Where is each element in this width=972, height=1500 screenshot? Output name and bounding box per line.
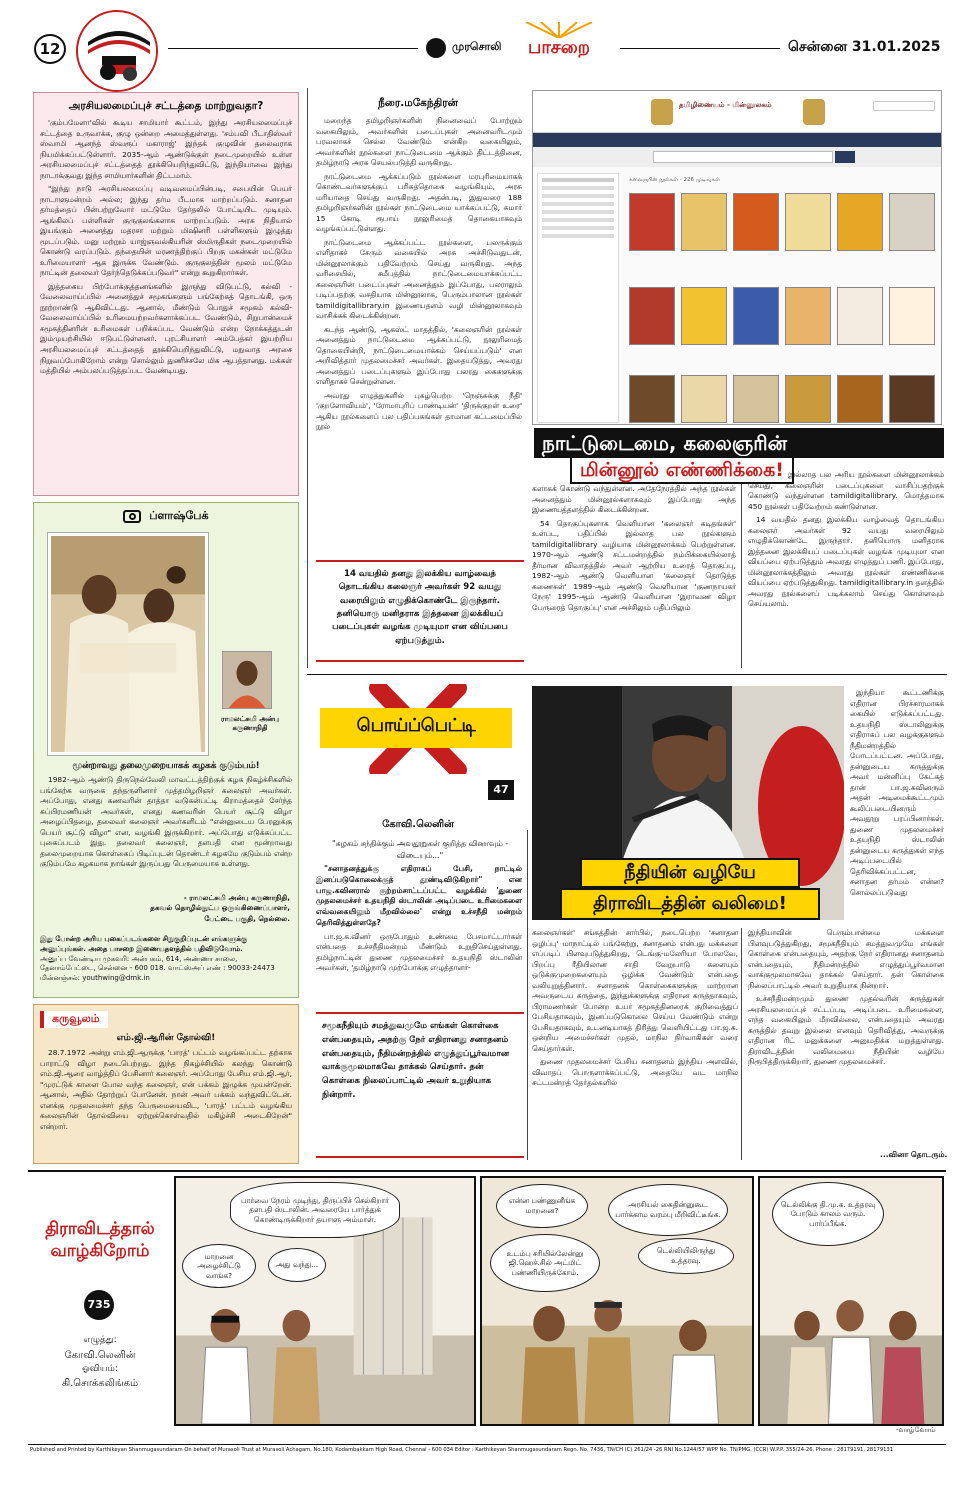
editorial-box	[33, 92, 299, 496]
flashback-title: ப்ளாஷ்பேக்	[149, 509, 209, 522]
article-author: நீரை.மகேந்திரன்	[378, 97, 458, 109]
comic-bubble-7: டெல்லியிலிருந்து உத்தரவு.	[638, 1238, 734, 1274]
library-website-screenshot	[532, 90, 942, 425]
article-body-mid: களாகக் கொண்டு வந்துள்ளன. அதேநேரத்தில் அந்த நூல்கள் அனைத்தும் மின்னூல்களாகவும் இப்போது அந்த இணையத்தளத்தில் கிடைக்கின்றன. 54 தொகுப்புகளாக வெளியான 'கலைஞர் கடிதங்கள்' உள்பட, பதிப்பில் இல்லாத பல நூல்களும் tamildigitallibrary வழியாக மின்னூலாக்கம் பெற்றுள்ளன. 1970-ஆம் ஆண்டு சட்டமன்றத்தில் நம்பிக்கையில்லாத் தீர்மான விவாதத்தில் அவர் ஆற்றிய உரைத் தொகுப்பு, 1982-ஆம் ஆண்டு வெளியான 'கலைஞர் தொடுத்த கணைகள்' 1989-ஆம் ஆண்டு வெளியான 'குணநாயகர் நேரு' 1995-ஆம் ஆண்டு வெளியான 'இராவண விழா பேருரைத் தொகுப்பு' என அச்சிலும் பதிப்பிலும்	[532, 484, 736, 612]
comic-strip	[30, 1176, 944, 1434]
comic-narration-1: பார்வை நேரம் முடிந்து, திருப்பிச் செல்கிறார் தளபதி ஸ்டாலின். அவரையே பார்த்துக் கொண்டிருக்கிறார் தயாளு அம்மாள்.	[230, 1182, 400, 1238]
flashback-note: இது போன்ற அரிய புகைப்படங்களை சிறுகுறிப்புடன் எங்களுக்கு அனுப்புங்கள். அதை பாசறை இணையதளத்தில் பதிவிடுவோம். அனுப்ப வேண்டிய முகவரி: அன்பகம், 614, அண்ணா சாலை, தேனாம்பேட்டை, சென்னை - 600 018. வாட்ஸ்அப் எண் : 90033-24473 மின்னஞ்சல்: youthwing@dmk.in	[40, 935, 275, 983]
flashback-body: 1982-ஆம் ஆண்டு திருநெல்வேலி மாவட்டத்திற்குக் கழக நிகழ்ச்சிகளில் பங்கேற்க வருகை தந்தருளினார் முத்தமிழறிஞர் கலைஞர் அவர்கள். அப்போது, எனது கணவரின் தாத்தா வடுகன்பட்டி கிராமத்தைச் சேர்ந்த சுப்பிரமணியன் அவர்கள், எனது கணவரின் பெயர் சூட்டு விழா அழைப்பிதழை, தலைவர் கலைஞர் அவர்களிடம் "என்னுடைய பேரனுக்கு பெயர் சூட்டு விழா" என, வழங்கி இருக்கிறார். அப்போது எடுக்கப்பட்ட புகைப்படம் இது. தலைவர் கலைஞர், தளபதி என மூன்றாவது தலைமுறையாக கொள்கைப் பிடிப்புடன் தொண்டர் கழகமே குடும்பம் என்ற குடும்பமே கழகமாக நாங்கள் இருப்பது பெருமையாக உள்ளது.	[40, 775, 292, 869]
karuvoolam-title: கருவூலம்	[40, 1011, 108, 1028]
comic-bubble-4: என்ன பண்ணுனீங்க மாறனை?	[496, 1184, 588, 1228]
poippetti-body: "சனாதனத்துக்கு எதிராகப் பேசி, நாட்டில் இனப்படுகொலைக்குத் தூண்டிவிடுகிறார்" என பாஜ.கவினரால் குற்றம்சாட்டப்பட்ட வழக்கில் 'துணை முதலமைச்சர் உதயநிதி ஸ்டாலின் அடிப்படை உரிமைகளை எவ்வகையிலும் மீறவில்லை' என்று உச்சநீதி மன்றம் தெரிவித்துள்ளதே? பா.ஜ.க.வினர் ஒருபோதும் உண்மை பேசமாட்டார்கள் என்பதை உச்சநீதிமன்றம் மீண்டும் உறுதிசெய்துள்ளது. தமிழ்நாட்டின் துணை முதலமைச்சர் உதயநிதி ஸ்டாலின் அவர்கள், 'தமிழ்நாடு முற்போக்கு எழுத்தாளர்-	[316, 864, 522, 973]
poippetti-logo: பொய்ப்பெட்டி	[318, 684, 514, 774]
karuvoolam-subtitle: எம்.ஜி.ஆரின் தோல்வி!	[116, 1032, 216, 1043]
result-count: கலைஞரின் நூல்கள் - 226 முடிவுகள்	[629, 177, 721, 183]
article-body: மறைந்த தமிழறிஞர்களின் நினைவைப் போற்றும் வகையிலும், அவர்களின் படைப்புகள் அனைவரிடமும் பரவலாகச் செல்ல வேண்டும் என்கிற வகையிலும், அவர்களின் நூல்களை நாட்டுடைமை ஆக்கும் திட்டத்தினை, தமிழ்நாடு அரசு செயல்படுத்தி வருகிறது. நாட்டுடைமை ஆக்கப்படும் நூல்களை மரபுரிமையாகக் கொண்டவர்களுக்குப் பரிசுத்தொகை வழங்கியும், அரசு மரியாதை செய்து வருகிறது. அதன்படி, இதுவரை 188 தமிழறிஞர்களின் நூல்கள் நாட்டுடைமை யாக்கப்பட்டு, சுமார் 15 கோடி ரூபாய் நூலுரிமைத் தொகையாகவும் வழங்கப்பட்டுள்ளது. நாட்டுடைமை ஆக்கப்பட்ட நூல்களை, பலருக்கும் எளிதாகச் சேரும் வகையில் அரசு அச்சிடுவதுடன், மின்னூலாக்கும் பதிவேற்றம் செய்து வருகிறது. அந்த வரிசையில், சமீபத்தில் நாட்டுடைமையாக்கப்பட்ட கலைஞரின் படைப்புகள் அனைத்தும் இப்போது, பலராலும் படிப்பதற்கு வசதியாக மின்னூலாக, பெரும்பாலான நூல்கள் tamildigitallibrary.in இணையதளம் வழி மின்னூலாகவும் வாசிக்கக் கிடைக்கின்றன. கடந்த ஆண்டு, ஆகஸ்ட் மாதத்தில், 'கலைஞரின் நூல்கள் அனைத்தும் நாட்டுடைமை ஆக்கப்பட்டு, நூலுரிமைத் தொகையின்றி, நாட்டுடைமையாக்கம் செய்யப்படும்' என அறிவித்தார் முதலமைச்சர் அவர்கள். இதையடுத்து, அவரது அனைத்துப் படைப்புகளும் இப்போது பலரது கைகளுக்கு எளிதாகச் சென்றுள்ளன. அவரது எழுத்துகளில் புகழ்பெற்ற 'நெஞ்சுக்கு நீதி' 'குறளோவியம்', 'ரோமாபுரிப் பாண்டியன்' 'திருக்குறள் உரை' ஆகிய நூல்களைப் பல பதிப்பகங்கள் தாமான கட்டமைப்பில் நூல்	[316, 116, 522, 432]
page-number: 12	[34, 34, 66, 64]
poi-bottom-right: இந்தியாவின் பெரும்பான்மை மக்களை பிளவுபடுத்துகிறது, சமூகநீதியும் சமத்துவமுமே எங்கள் கொள்கை என்பதையும், அதற்கு நேர் எதிரானது சனாதனம் என்பதையும், நீதிமன்றத்தில் எழுத்துப்பூர்வமான வாக்குமூலமாகவே தாக்கல் செய்தார். தன் கொள்கை நிலைப்பாட்டில் அவர் உறுதியாக நின்றார். உச்சநீதிமன்றமும் துணை முதல்வரின் கருத்துகள் அரசியலமைப்புச் சட்டப்படி அடிப்படை உரிமைகளை, எந்த வகையிலும் மீறவில்லை, என்பதையும் அவரது கருத்தில் தவறு இல்லை எனவும் தெரிவித்து, அவருக்கு எதிரான ரிட் மனுக்களை அனுமதிக்க மறுத்துள்ளது. திராவிடத்தின் வலிமையை நீதியின் வழியே நிரூபித்திருக்கிறார், துணை முதலமைச்சர்.	[748, 928, 944, 1067]
poippetti-author: கோவி.லெனின்	[382, 819, 454, 830]
contributor-photo	[222, 651, 272, 709]
karuvoolam-body: 28.7.1972 அன்று எம்.ஜி.ஆருக்கு 'பாரத்' பட்டம் வழங்கப்பட்ட தற்காக பாராட்டு விழா நடைபெற்றது. இந்த நிகழ்ச்சியில் கலந்து கொண்டு எம்.ஜி.ஆரை வாழ்த்திப் பேசினார் கலைஞர். அப்போது பேசிய எம்.ஜி.ஆர், "முரட்டுக் காளை போல வந்த கலைஞர், என் பக்கம் இழுக்க முயன்றேன். ஆனால், அதில் தோற்றுப் போனேன். நான் அவர் பக்கம் வந்துவிட்டேன். எனக்கு முதலமைச்சர் தந்த பெருமையைவிட, 'பாரத்' பட்டம் வழங்கிய கலைஞரின் தோல்வியை ஏற்றுக்கொள்வதில் மகிழ்ச்சி அடைகிறேன்" என்றார்.	[40, 1047, 292, 1131]
poippetti-number: 47	[488, 780, 514, 800]
poippetti-quote: சமூகநீதியும் சமத்துவமுமே எங்கள் கொள்கை என்பதையும், அதற்கு நேர் எதிரானது சனாதனம் என்பதையும், நீதிமன்றத்தில் எழுத்துப்பூர்வமான வாக்குமூலமாகவே தாக்கல் செய்தார். தன் கொள்கை நிலைப்பாட்டில் அவர் உறுதியாக நின்றார்.	[316, 1012, 524, 1158]
dmk-flag-logo	[76, 10, 158, 92]
murasoli-emblem-icon	[426, 38, 446, 58]
flashback-subtitle: மூன்றாவது தலைமுறையாகக் கழகக் குடும்பம்!	[72, 761, 260, 771]
poi-bottom-left: கலைஞர்கள்' சங்கத்தின் சார்பில், நடைபெற்ற 'சனாதன ஒழிப்பு' மாநாட்டில் பங்கேற்று, சனாதனம் என்பது மக்களை எப்படிப் பிளவுபடுத்துகிறது, டெங்கு-மலேரியா போலவே, பிறப்பு ரீதியிலான சாதி வேறுபாடு களையும் ஒடுக்குமுறைகளையும் ஒழிக்க வேண்டும் என்பதை வலியுறுத்தினார். சனாதனக் கொள்கைகளுக்கு மாற்றான அவருடைய கருத்தை, இந்துக்களுக்கு எதிரான கருத்தாகவும், பிராமணர்கள் போன்ற உயர் சமூகத்தினரைக் குறிவைத்துப் பேசியதாகவும், இனப்படுகொலை செய்ய வேண்டும் என்று பேசியதாகவும், உடனடியாகத் திரித்து வெளியிட்டது பா.ஜ.க. ஒன்றிய அமைச்சர்கள் முதல், மாநில நிர்வாகிகள் வரை செய்தார்கள். துணை முதலமைச்சர் பேசிய சனாதனம் இந்திய அளவில், விவாதப் பொருளாக்கப்பட்டு, அதையே வட மாநில சட்டமன்றத் தேர்தல்களில்	[532, 928, 738, 1088]
poippetti-subhead: "கழகம் சந்திக்கும் அவதூறுகள் குறித்த வினாவும் - விடையும்..."	[331, 839, 509, 860]
continued-note: ...வினா தொடரும்.	[880, 1150, 948, 1159]
poi-right-column: இந்தியா கூட்டணிக்கு எதிரான பிரச்சாரமாகக் கையில் எடுக்கப்பட்டது. உதயநிதி ஸ்டாலினுக்கு எதிராகப் பல வழக்குகளும் நீதிமன்றத்தில் போடப்பட்டன. அப்போது, தன்னுடைய கருத்துக்கு அவர் மன்னிப்பு கேட்கத் தான் பா.ஜ.கவினரும் அதன் அடிமைக்கூட்டமும் கூலிப்படையினரும் அவதூறு பரப்பினார்கள். துணை முதலமைச்சர் உதயநிதி ஸ்டாலின் தன்னுடைய கருத்துகள் எந்த அடிப்படையில் தெரிவிக்கப்பட்டன, சனாதன தர்மம் என்ன? சொல்லப்படுவது	[850, 688, 944, 897]
city-date: சென்னை 31.01.2025	[788, 39, 941, 55]
page-header	[28, 30, 946, 70]
comic-bubble-6: அரசியல் கைதின்னுகூட பார்க்காம வரம்பு மீறிவிட்டீங்க.	[608, 1184, 728, 1236]
comic-credits: எழுத்து: கோவி.லெனின் ஓவியம்: கி.சொக்கலிங்கம்	[61, 1335, 139, 1389]
article-body-right: இல்லாத பல அரிய நூல்களை மின்னூலாக்கம் செய்து, கலைஞரின் படைப்புகளை வாசிப்பதற்குக் கொண்டு வந்துள்ளன tamildigitallibrary. மொத்தமாக 450 நூல்கள் பதிவேற்றம் கண்டுள்ளன. 14 வயதில் தனது இலக்கிய வாழ்வைத் தொடங்கிய கலைஞர் அவர்கள் 92 வயது வரையிலும் எழுதிக்கொண்டே இருந்தார். தனியொரு மனிதராக இத்தனை இலக்கியப் படைப்புகள் வழங்க முடியுமா என வியப்பை ஏற்படுத்தும் அவரது எழுத்துப் பணி. இப்போது, மின்னூலாக்கத்திலும் அவரது நூல்கள் எண்ணிக்கை வியப்பை ஏற்படுத்துகிறது. tamildigitallibrary.in தளத்தில் அவரது நூல்களைப் படிக்கலாம் செய்து கொள்ளவும் செய்யலாம்.	[748, 470, 944, 609]
editorial-body	[40, 118, 292, 376]
karuvoolam-box	[33, 1004, 299, 1164]
comic-end: -வாழ்வோம்	[896, 1426, 936, 1434]
contributor-caption: ராமலட்சுமி அன்பு கருணாநிதி	[221, 715, 279, 733]
comic-title: திராவிடத்தால் வாழ்கிறோம்	[45, 1219, 155, 1262]
headline-line1: நாட்டுடைமை, கலைஞரின்	[534, 428, 944, 458]
comic-bubble-8: டெல்லிக்கு தி.மு.க. உத்தரவு போடும் காலம் வரும். பார்ப்பீங்க.	[772, 1182, 884, 1246]
tn-emblem-icon	[651, 99, 673, 125]
print-line: Published and Printed by Karthikeyan Shanmugasundaram On behalf of Murasoli Trust at Murasoli Achagam, No.180, Kodambakkam High Road, Chennai - 600 034 Editor : Karthikeyan Shanmugasundaram Regn. No. 7436, TN/CH (C) 261/24 -26 RNI No.1244/57 WPP No. TN/PMG. (CCR) W.P.P. 355/24-26. Phone : 28179191, 28179131	[30, 1447, 894, 1453]
editorial-para: இத்தகைய பிற்போக்குத்தனங்களில் இருந்து விடுபட்டு, கல்வி - வேலைவாய்ப்பில் அனைத்துச் சமூகங்களும் பங்கேற்கத் தொடங்கி, ஒரு நூற்றாண்டு ஆகிவிட்டது. ஆனால், மீண்டும் பொதுச் சமூகம் கல்வி-வேலைவாய்ப்பில் உரிமையற்றவர்களாக்கப்பட வேண்டும், சிறுபான்மைச் சமூகத்தினரின் உரிமைகள் பறிக்கப்பட வேண்டும் என்ற நோக்கத்துடன் இம்முயற்சியில் ஈடுபட்டுள்ளனர். புரட்சியாளர் அம்பேத்கர் இயற்றிய அரசியலமைப்புச் சட்டத்தைத் தூக்கியெறிந்துவிட்டு, மநுவாத அரசை நிறுவப்போகிறோம் என்று சொல்லும் துணிச்சலே மிக ஆபத்தானது. மக்கள் மத்தியில் அம்பலப்படுத்தப்பட வேண்டியது.	[40, 281, 292, 376]
flashback-title-row	[40, 509, 292, 529]
editorial-para: 'கும்பமேளா'வில் கூடிய சாமியார் கூட்டம், இந்து அரசியலமைப்புச் சட்டத்தை உருவாக்க, குழு ஒன்றை அமைத்துள்ளது. 'சம்பவி பீடாதிஸ்வர் ஸ்வாமி ஆனந்த் ஸ்வரூப் மகாராஜ்' இந்தக் குழுவின் தலைவராக நியமிக்கப்பட்டுள்ளார். 2035-ஆம் ஆண்டுக்குள் நடைமுறையில் உள்ள அரசியலமைப்புச் சட்டத்தைத் தூக்கியெறிந்துவிட்டு, இந்தியாவை இந்து நாடாக்குவது இந்த சாமியார்களின் திட்டமாம்.	[40, 118, 292, 180]
camera-icon	[123, 510, 141, 523]
comic-bubble-2: மாறனை அழைச்சிட்டு வாங்க?	[182, 1244, 256, 1288]
flashback-box	[33, 502, 299, 998]
poi-headline: நீதியின் வழியே திராவிடத்தின் வலிமை!	[560, 858, 820, 922]
editorial-para: "இந்து நாடு அரசியலமைப்பு வடிவமைப்பின்படி, சபையின் பெயர் நாடாளுமன்றம் அல்ல; இந்து தர்ம பீடமாக மாற்றப்படும். சனாதன தர்மத்தைப் பின்பற்றுவோர் மட்டுமே தேர்தலில் போட்டியிட முடியும். ஆங்கிலப் பள்ளிகள் குருகுலங்களாக மாற்றப்படும். அரசு நிதியால் இயங்கும் அனைத்து மதரசா மற்றும் மிஷினரி பள்ளிகளும் இழுத்து மூடப்படும். மனு மற்றும் யாஜ்ஞவல்கியரின் ஸ்மிருதிகள் நடைமுறையில் கொண்டு வரப்படும். தந்தையின் மரணத்திற்குப் பிறகு மகன்கள் மட்டுமே உரிமையாளர் ஆக இருக்க வேண்டும். குருகுலத்தின் மூலம் மட்டுமே நாட்டின் தலைவர் தேர்ந்தெடுக்கப்படுவர்" என்று கூறுகிறார்கள்.	[40, 184, 292, 278]
flashback-photo	[48, 533, 208, 755]
comic-bubble-5: உடம்பு சரியில்லேன்னு ஜி.ஹெச்.சில் அட்மிட் பண்ணியிருக்கோம்.	[490, 1234, 600, 1292]
pasarai-logo: பாசறை	[506, 22, 612, 62]
comic-bubble-3: அது வந்து...	[268, 1248, 326, 1282]
headline-line2: மின்னூல் எண்ணிக்கை!	[570, 456, 794, 484]
website-title: தமிழிணையம் - மின்னூலகம்	[679, 101, 772, 109]
editorial-title: அரசியலமைப்புச் சட்டத்தை மாற்றுவதா?	[68, 100, 264, 112]
flashback-signature: - ராமலட்சுமி அன்பு கருணாநிதி, தகவல் தொழில்நுட்ப ஒருங்கிணைப்பாளர், பேட்டை பகுதி, நெல்லை.	[150, 893, 290, 923]
pull-quote: 14 வயதில் தனது இலக்கிய வாழ்வைத் தொடங்கிய கலைஞர் அவர்கள் 92 வயது வரையிலும் எழுதிக்கொண்டே இருந்தார். தனியொரு மனிதராக இத்தனை இலக்கியப் படைப்புகள் வழங்க முடியுமா என விய்பபை ஏற்படுத்தும்.	[316, 560, 524, 662]
brand-name: முரசொலி	[452, 40, 502, 53]
comic-number: 735	[84, 1290, 114, 1320]
